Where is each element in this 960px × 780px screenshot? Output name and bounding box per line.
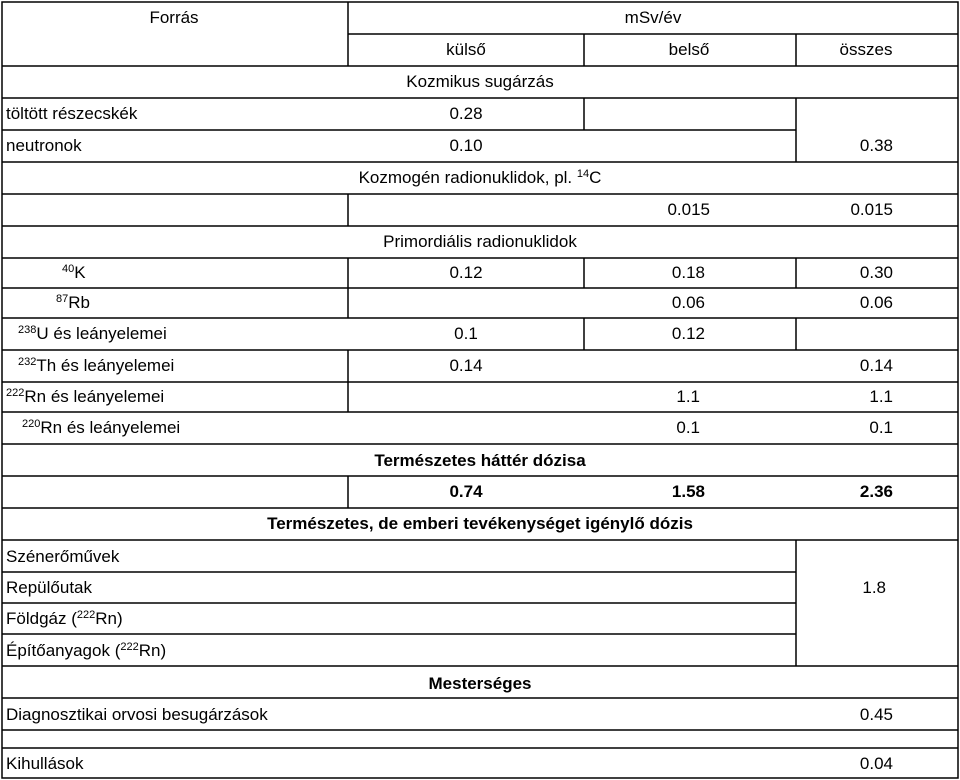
section-artificial: Mesterséges bbox=[428, 674, 532, 693]
row-cosmogenic-internal: 0.015 bbox=[667, 200, 710, 219]
row-cosmogenic-total: 0.015 bbox=[850, 200, 893, 219]
row-rb87-label: $^{87}$Rb bbox=[56, 293, 90, 312]
row-neutrons-label: neutronok bbox=[6, 136, 82, 155]
row-neutrons-external: 0.10 bbox=[449, 136, 483, 155]
row-th232-external: 0.14 bbox=[449, 356, 483, 375]
row-rn220-label: $^{220}$Rn és leányelemei bbox=[22, 418, 181, 437]
row-th232-total: 0.14 bbox=[859, 356, 893, 375]
row-neutrons-total: 0.38 bbox=[859, 136, 893, 155]
row-k40-label: $^{40}$K bbox=[62, 263, 86, 282]
row-u238-label: $^{238}$U és leányelemei bbox=[18, 324, 167, 343]
unit-header: mSv/év bbox=[624, 8, 682, 27]
source-header: Forrás bbox=[149, 8, 199, 27]
row-rn220-internal: 0.1 bbox=[676, 418, 700, 437]
row-fallout-total: 0.04 bbox=[859, 754, 893, 773]
row-flights-label: Repülőutak bbox=[6, 578, 93, 597]
row-k40-total: 0.30 bbox=[859, 263, 893, 282]
row-gas-label: Földgáz ($^{222}$Rn) bbox=[6, 609, 123, 628]
row-coal-label: Szénerőművek bbox=[6, 547, 120, 566]
row-diagnostic-total: 0.45 bbox=[859, 705, 893, 724]
row-u238-external: 0.1 bbox=[454, 324, 478, 343]
row-k40-internal: 0.18 bbox=[671, 263, 705, 282]
natural-external-total: 0.74 bbox=[449, 482, 483, 501]
row-diagnostic-label: Diagnosztikai orvosi besugárzások bbox=[6, 705, 268, 724]
row-rn222-total: 1.1 bbox=[869, 387, 893, 406]
row-rn222-internal: 1.1 bbox=[676, 387, 700, 406]
row-u238-internal: 0.12 bbox=[671, 324, 705, 343]
row-charged-label: töltött részecskék bbox=[6, 104, 138, 123]
row-rb87-total: 0.06 bbox=[859, 293, 893, 312]
natural-internal-total: 1.58 bbox=[671, 482, 705, 501]
row-rn220-total: 0.1 bbox=[869, 418, 893, 437]
row-th232-label: $^{232}$Th és leányelemei bbox=[18, 356, 175, 375]
section-cosmic: Kozmikus sugárzás bbox=[406, 72, 554, 91]
total-column-header: összes bbox=[839, 40, 893, 59]
section-natural-dose: Természetes háttér dózisa bbox=[374, 451, 586, 470]
section-human-activity: Természetes, de emberi tevékenységet igénylő dózis bbox=[267, 514, 693, 533]
internal-column-header: belső bbox=[668, 40, 710, 59]
external-column-header: külső bbox=[446, 40, 486, 59]
section-cosmogenic: Kozmogén radionuklidok, pl. $^{14}$C bbox=[358, 168, 602, 187]
row-charged-external: 0.28 bbox=[449, 104, 483, 123]
human-activity-total: 1.8 bbox=[862, 578, 886, 597]
section-primordial: Primordiális radionuklidok bbox=[383, 232, 577, 251]
row-rb87-internal: 0.06 bbox=[671, 293, 705, 312]
row-fallout-label: Kihullások bbox=[6, 754, 84, 773]
natural-grand-total: 2.36 bbox=[859, 482, 893, 501]
row-building-label: Építőanyagok ($^{222}$Rn) bbox=[6, 641, 167, 660]
row-k40-external: 0.12 bbox=[449, 263, 483, 282]
row-rn222-label: $^{222}$Rn és leányelemei bbox=[6, 387, 165, 406]
